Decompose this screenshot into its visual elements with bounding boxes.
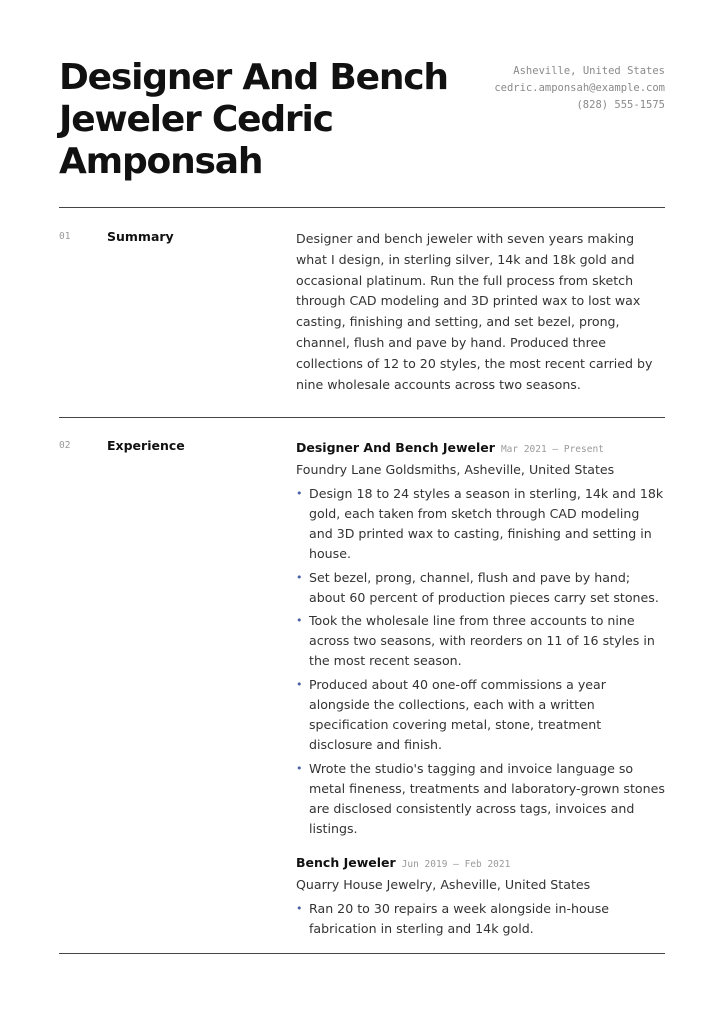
experience-body (296, 438, 666, 939)
job-dates: Mar 2021 — Present (500, 444, 604, 455)
section-number: 01 (59, 231, 71, 242)
bullet-text: Wrote the studio's tagging and invoice language so metal fineness, treatments and laboratory-grown stones are disclosed consistently across tags, invoices and listings. (309, 760, 665, 836)
location-text: Asheville, United States (513, 65, 665, 77)
phone-text: (828) 555-1575 (576, 99, 665, 111)
contact-block (494, 63, 665, 114)
bullet-icon: • (296, 902, 303, 916)
list-item (296, 484, 666, 564)
divider (59, 207, 665, 208)
divider (59, 953, 665, 954)
section-title: Summary (107, 229, 174, 244)
job-heading (296, 853, 666, 875)
bullet-text: Ran 20 to 30 repairs a week alongside in-house fabrication in sterling and 14k gold. (309, 901, 609, 937)
bullet-text: Set bezel, prong, channel, flush and pave by hand; about 60 percent of production pieces carry set stones. (309, 569, 659, 605)
resume-page (59, 0, 665, 1024)
summary-body (296, 229, 666, 395)
list-item (296, 675, 666, 755)
summary-text: Designer and bench jeweler with seven years making what I design, in sterling silver, 14k and 18k gold and occasional platinum. Run the full process from sketch through CAD modeling and 3D printed wax to lost wax casting, finishing and setting, and set bezel, prong, channel, flush and pave by hand. Produced three collections of 12 to 20 styles, the most recent carried by nine wholesale accounts across two seasons. (296, 231, 653, 392)
list-item (296, 568, 666, 608)
job-company: Foundry Lane Goldsmiths, Asheville, United States (296, 462, 615, 477)
job-entry (296, 438, 666, 838)
list-item (296, 611, 666, 671)
bullet-icon: • (296, 614, 303, 628)
section-title: Experience (107, 438, 185, 453)
list-item (296, 759, 666, 839)
job-title: Designer And Bench Jeweler (296, 440, 495, 455)
bullet-text: Produced about 40 one-off commissions a year alongside the collections, each with a written specification covering metal, stone, treatment disclosure and finish. (309, 677, 606, 752)
bullet-icon: • (296, 570, 303, 584)
job-heading (296, 438, 666, 460)
list-item (296, 899, 666, 939)
job-title: Bench Jeweler (296, 855, 396, 871)
section-number: 02 (59, 440, 71, 451)
email-link[interactable]: cedric.amponsah@example.com (494, 82, 665, 94)
bullet-icon: • (296, 678, 303, 692)
job-bullets (296, 899, 666, 939)
job-dates: Jun 2019 — Feb 2021 (401, 859, 511, 871)
divider (59, 417, 665, 418)
job-entry (296, 853, 666, 939)
bullet-text: Design 18 to 24 styles a season in sterling, 14k and 18k gold, each taken from sketch through CAD modeling and 3D printed wax to casting, finishing and setting in house. (309, 486, 664, 561)
job-bullets (296, 484, 666, 838)
page-title: Designer And Bench Jeweler Cedric Amponsah (59, 57, 448, 182)
bullet-icon: • (296, 487, 303, 500)
bullet-icon: • (296, 761, 303, 775)
job-company: Quarry House Jewelry, Asheville, United States (296, 877, 591, 893)
bullet-text: Took the wholesale line from three accounts to nine across two seasons, with reorders on 11 of 16 styles in the most recent season. (309, 613, 655, 669)
